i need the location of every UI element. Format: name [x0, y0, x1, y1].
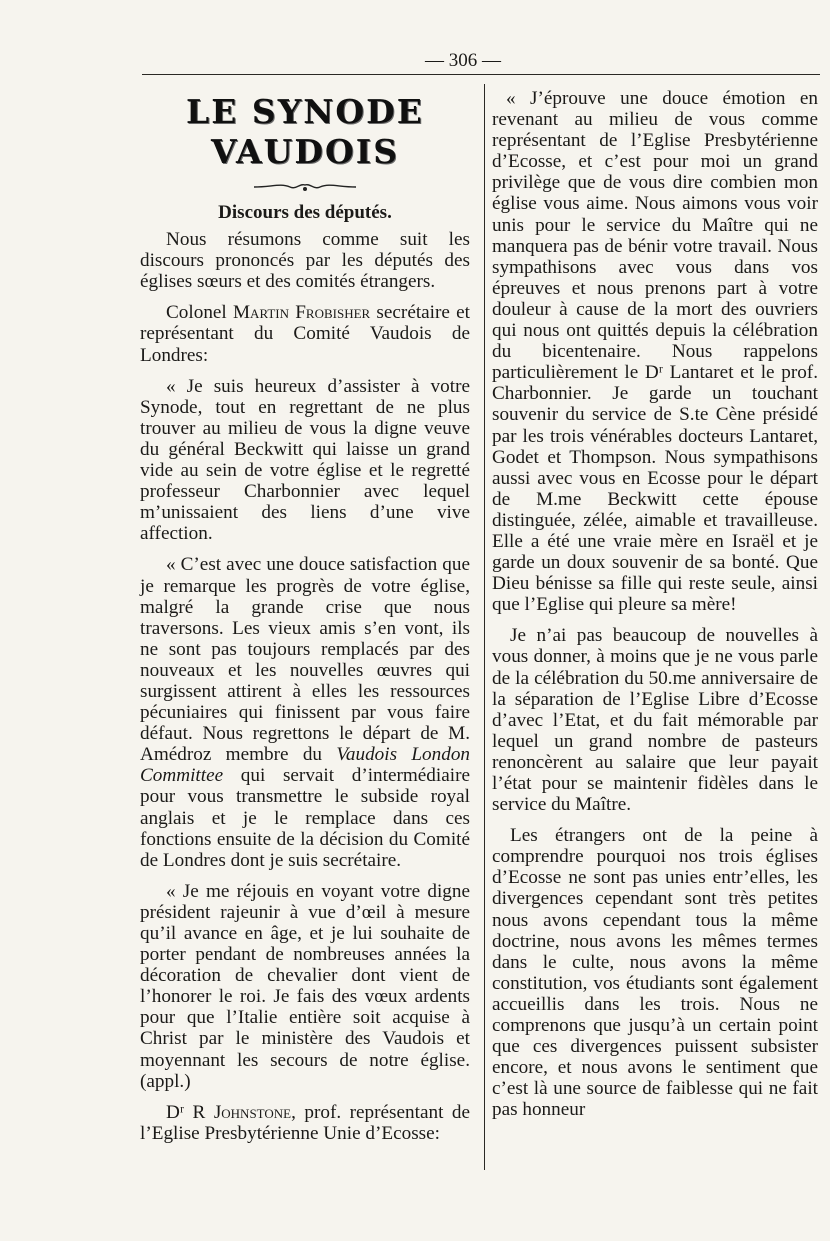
speech-paragraph: Les étrangers ont de la peine à comprendre pourquoi nos trois églises d’Ecosse ne sont pas unies entr’elles, les divergences cependant sont très petites nous avons cependant tous la même doctrine, nous avons les mêmes termes dans le culte, nous avons la même constitution, vos étudiants sont également accueillis dans les trois. Nous ne comprenons que jusqu’à un certain point que ces divergences puissent subsister encore, et nous avons le sentiment que c’est là une source de faiblesse qui ne fait pas honneur: [492, 825, 818, 1121]
committee-name: Vaudois London Committee: [140, 744, 471, 787]
speaker-name: Martin Frobisher: [233, 302, 371, 324]
speech-paragraph: « Je suis heureux d’assister à votre Synode, tout en regrettant de ne plus trouver au milieu de vous la digne veuve du général Beckwitt qui laisse un grand vide au sein de votre église et le regretté professeur Charbonnier avec lequel m’unissaient des liens d’une vive affection.: [140, 375, 470, 545]
header-rule: [142, 74, 820, 75]
page-number: — 306 —: [425, 50, 501, 71]
speech-paragraph: Je n’ai pas beaucoup de nouvelles à vous donner, à moins que je ne vous parle de la célébration du 50.me anniversaire de la séparation de l’Eglise Libre d’Ecosse d’avec l’Etat, et du fait mémorable par lequel un grand nombre de pasteurs renoncèrent au salaire que leur payait l’état pour se maintenir fidèles dans le service du Maître.: [492, 625, 818, 816]
ornament-flourish-icon: [140, 178, 470, 192]
speaker-role: , prof. représentant de l’Eglise Presbytérienne Unie d’Ecosse:: [140, 1101, 470, 1144]
speaker-role: secrétaire et représentant du Comité Vaudois de Londres:: [140, 302, 471, 366]
speaker-prefix: Colonel: [166, 302, 233, 324]
speaker-name: Johnstone: [213, 1101, 292, 1123]
speech-paragraph: « J’éprouve une douce émotion en revenant au milieu de vous comme représentant de l’Eglise Presbytérienne d’Ecosse, et c’est pour moi un grand privilège que de vous dire combien mon église vous aime. Nous aimons vous voir unis pour le service du Maître qui ne manquera pas de bénir votre travail. Nous sympathisons avec vous dans vos épreuves et nous prenons part à votre douleur à cause de la mort des ouvriers qui nous ont quittés depuis la célébration du bicentenaire. Nous rappelons particulièrement le Dʳ Lantaret et le prof. Charbonnier. Je garde un touchant souvenir du service de S.te Cène présidé par les trois vénérables docteurs Lantaret, Godet et Thompson. Nous sympathisons aussi avec vous en Ecosse pour le départ de M.me Beckwitt cette épouse distinguée, zélée, aimable et travailleuse. Elle a été une vraie mère en Israël et je garde un doux souvenir de sa bonté. Que Dieu bénisse sa fille qui reste seule, ainsi que l’Eglise qui pleure sa mère!: [492, 88, 818, 616]
speech-paragraph: « Je me réjouis en voyant votre digne président rajeunir à vue d’œil à mesure qu’il avance en âge, et je lui souhaite de porter pendant de nombreuses années la décoration de chevalier dont vient de l’honorer le roi. Je fais des vœux ardents pour que l’Italie entière soit acquise à Christ par le ministère des Vaudois et moyennant les secours de notre église. (appl.): [140, 880, 470, 1092]
intro-paragraph: Nous résumons comme suit les discours prononcés par les députés des églises sœurs et des comités étrangers.: [140, 229, 470, 293]
left-column: [140, 92, 470, 1154]
column-divider: [484, 84, 485, 1170]
speech-text: qui servait d’intermédiaire pour vous transmettre le subside royal anglais et je le remplace dans ces fonctions ensuite de la décision du Comité de Londres dont je suis secrétaire.: [140, 765, 470, 871]
right-column: [492, 88, 818, 1131]
speaker-intro-frobisher: [140, 302, 470, 365]
article-subheading: Discours des députés.: [218, 202, 392, 223]
speaker-prefix: Dʳ R: [166, 1101, 214, 1123]
speaker-intro-johnstone: [140, 1102, 470, 1144]
speech-paragraph: [140, 554, 470, 870]
speech-text: « C’est avec une douce satisfaction que je remarque les progrès de votre église, malgré la grande crise que nous traversons. Les vieux amis s’en vont, ils ne sont pas toujours remplacés par des nouveaux et les nouvelles œuvres qui surgissent attirent à elles les ressources pécuniaires qui finissent par vous faire défaut. Nous regrettons le départ de M. Amédroz membre du: [140, 554, 470, 766]
article-title: LE SYNODE VAUDOIS: [186, 92, 424, 171]
